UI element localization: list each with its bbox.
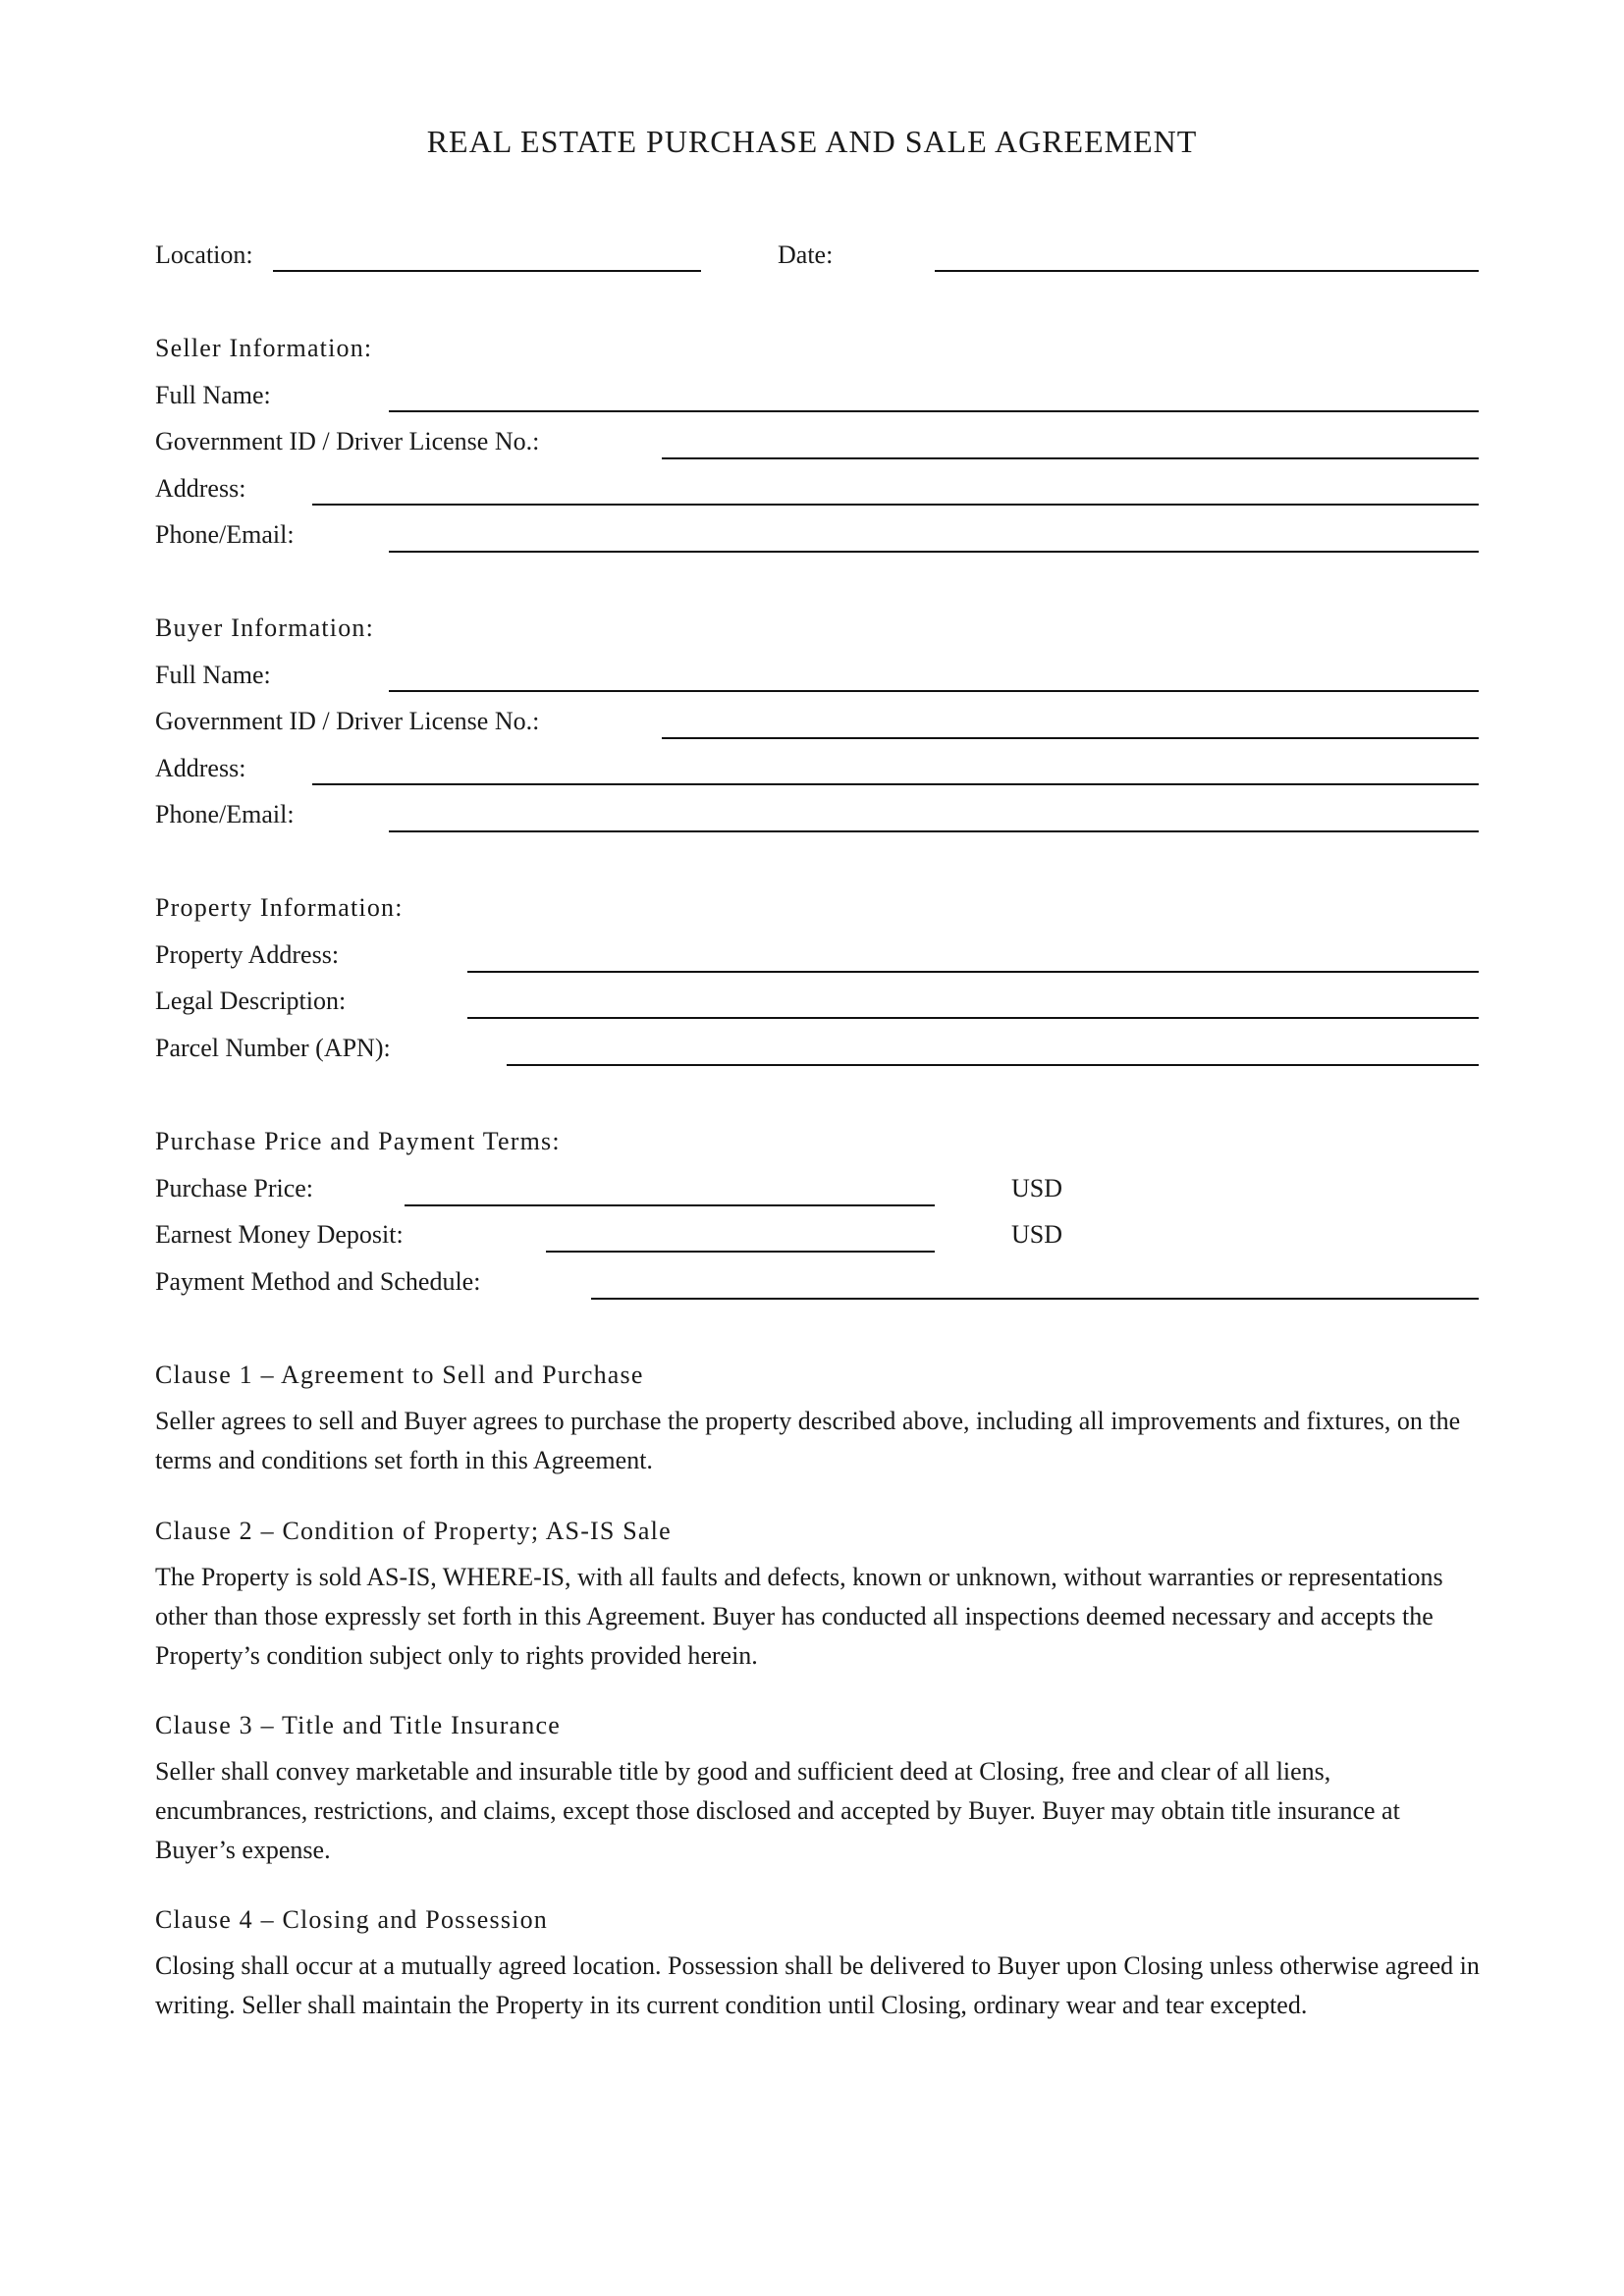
clause-2-body: The Property is sold AS-IS, WHERE-IS, with all faults and defects, known or unknown, without warranties or representations other than those expressly set forth in this Agreement. Buyer has conducted all inspections deemed necessary and accepts the Property’s condition subject only to rights provided herein. <box>155 1563 1443 1670</box>
payment-method-field[interactable] <box>591 1298 1479 1300</box>
buyer-address-field[interactable] <box>312 783 1479 785</box>
buyer-heading: Buyer Information: <box>155 614 375 642</box>
date-label: Date: <box>778 240 834 269</box>
parcel-number-label: Parcel Number (APN): <box>155 1034 391 1062</box>
location-label: Location: <box>155 240 253 269</box>
property-address-label: Property Address: <box>155 940 340 969</box>
buyer-gov-id-field[interactable] <box>662 737 1479 739</box>
seller-heading: Seller Information: <box>155 334 373 362</box>
clause-1-body: Seller agrees to sell and Buyer agrees to purchase the property described above, including all improvements and fixtures, on the terms and conditions set forth in this Agreement. <box>155 1407 1461 1474</box>
buyer-gov-id-label: Government ID / Driver License No.: <box>155 707 540 735</box>
buyer-phone-email-field[interactable] <box>389 830 1479 832</box>
buyer-address-label: Address: <box>155 754 246 782</box>
property-address-field[interactable] <box>467 971 1479 973</box>
seller-gov-id-label: Government ID / Driver License No.: <box>155 427 540 455</box>
earnest-deposit-field[interactable] <box>546 1251 935 1253</box>
date-field[interactable] <box>935 270 1479 272</box>
clause-3-body: Seller shall convey marketable and insurable title by good and sufficient deed at Closing, free and clear of all liens, encumbrances, restrictions, and claims, except those disclosed and accepted by Buyer. Buyer may obtain title insurance at Buyer’s expense. <box>155 1757 1400 1864</box>
clause-4-title: Clause 4 – Closing and Possession <box>155 1905 549 1934</box>
purchase-price-label: Purchase Price: <box>155 1174 314 1202</box>
seller-phone-email-field[interactable] <box>389 551 1479 553</box>
seller-address-label: Address: <box>155 474 246 503</box>
legal-description-label: Legal Description: <box>155 987 347 1015</box>
purchase-price-field[interactable] <box>405 1204 935 1206</box>
seller-address-field[interactable] <box>312 504 1479 506</box>
property-heading: Property Information: <box>155 893 404 922</box>
clause-2-title: Clause 2 – Condition of Property; AS-IS Sale <box>155 1517 672 1545</box>
seller-full-name-field[interactable] <box>389 410 1479 412</box>
parcel-number-field[interactable] <box>507 1064 1479 1066</box>
earnest-deposit-currency: USD <box>1011 1220 1063 1249</box>
purchase-price-currency: USD <box>1011 1174 1063 1202</box>
legal-description-field[interactable] <box>467 1017 1479 1019</box>
purchase-heading: Purchase Price and Payment Terms: <box>155 1127 561 1155</box>
buyer-phone-email-label: Phone/Email: <box>155 800 295 828</box>
clause-1-title: Clause 1 – Agreement to Sell and Purchase <box>155 1361 644 1389</box>
seller-phone-email-label: Phone/Email: <box>155 520 295 549</box>
seller-full-name-label: Full Name: <box>155 381 271 409</box>
earnest-deposit-label: Earnest Money Deposit: <box>155 1220 404 1249</box>
clause-4-body: Closing shall occur at a mutually agreed location. Possession shall be delivered to Buyer upon Closing unless otherwise agreed in writing. Seller shall maintain the Property in its current condition until Closing, ordinary wear and tear excepted. <box>155 1951 1480 2019</box>
clause-3-title: Clause 3 – Title and Title Insurance <box>155 1711 561 1739</box>
buyer-full-name-field[interactable] <box>389 690 1479 692</box>
document-title: REAL ESTATE PURCHASE AND SALE AGREEMENT <box>426 124 1198 159</box>
buyer-full-name-label: Full Name: <box>155 661 271 689</box>
seller-gov-id-field[interactable] <box>662 457 1479 459</box>
location-field[interactable] <box>273 270 701 272</box>
payment-method-label: Payment Method and Schedule: <box>155 1267 481 1296</box>
